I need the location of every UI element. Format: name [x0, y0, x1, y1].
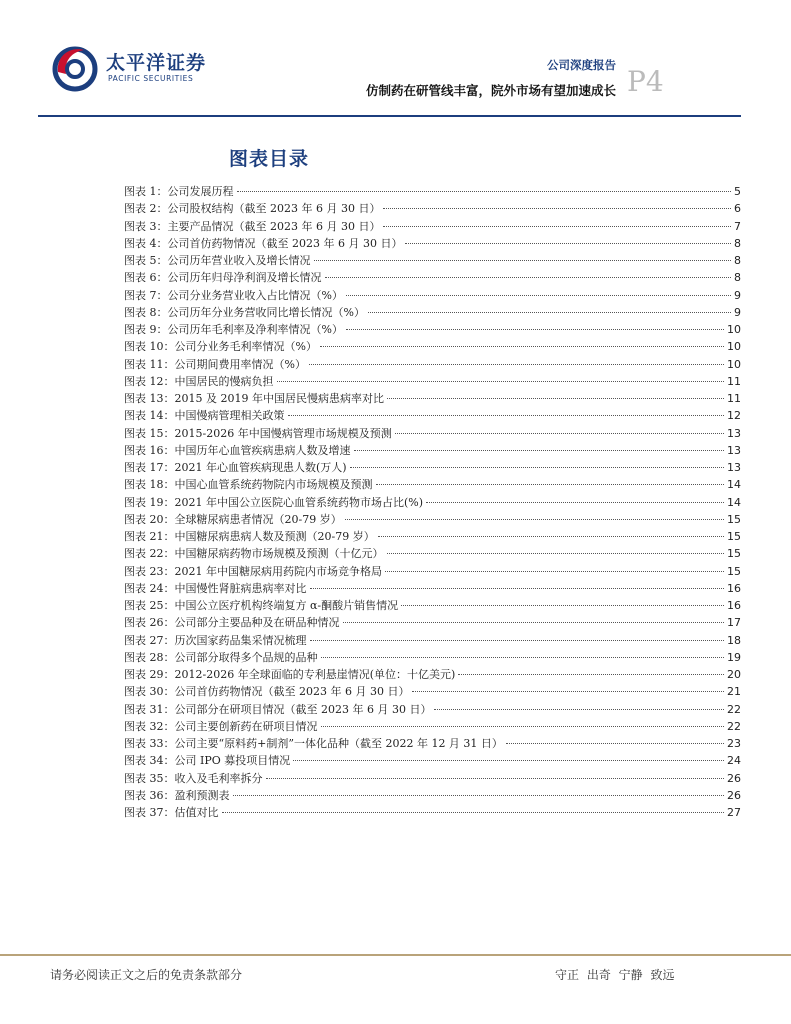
- toc-entry-label: 图表 24：中国慢性肾脏病患病率对比: [124, 581, 307, 595]
- logo-text-cn: 太平洋证券: [106, 52, 207, 74]
- toc-dot-leader: [325, 277, 732, 278]
- toc-entry[interactable]: [124, 632, 741, 649]
- toc-entry[interactable]: [124, 666, 741, 683]
- toc-dot-leader: [310, 640, 725, 641]
- toc-entry-page: 15: [727, 530, 741, 543]
- footer-rule: [0, 954, 791, 956]
- toc-entry-label: 图表 22：中国糖尿病药物市场规模及预测（十亿元）: [124, 547, 384, 561]
- toc-entry[interactable]: [124, 735, 741, 752]
- toc-entry-label: 图表 5：公司历年营业收入及增长情况: [124, 254, 311, 267]
- toc-entry-label: 图表 2：公司股权结构（截至 2023 年 6 月 30 日）: [124, 202, 381, 216]
- toc-entry-page: 23: [727, 737, 741, 750]
- toc-entry-page: 26: [727, 771, 741, 785]
- logo-text-en: PACIFIC SECURITIES: [108, 74, 194, 83]
- toc-entry-page: 5: [734, 185, 741, 198]
- toc-entry-label: 图表 17：2021 年心血管疾病现患人数(万人): [124, 461, 347, 474]
- toc-entry-page: 14: [727, 478, 741, 492]
- toc-entry-label: 图表 8：公司历年分业务营收同比增长情况（%）: [124, 305, 365, 319]
- toc-entry-page: 10: [727, 340, 741, 354]
- toc-entry[interactable]: [124, 528, 741, 545]
- toc-entry-page: 8: [734, 254, 741, 267]
- toc-dot-leader: [237, 191, 732, 192]
- toc-entry-page: 24: [727, 754, 741, 768]
- toc-dot-leader: [320, 346, 724, 347]
- toc-entry[interactable]: [124, 407, 741, 424]
- toc-entry-label: 图表 32：公司主要创新药在研项目情况: [124, 719, 318, 733]
- toc-dot-leader: [345, 519, 724, 520]
- toc-dot-leader: [506, 743, 724, 744]
- toc-entry-page: 7: [734, 219, 741, 233]
- toc-dot-leader: [395, 433, 724, 434]
- header-rule: [38, 115, 741, 117]
- toc-entry-page: 12: [727, 409, 741, 423]
- toc-dot-leader: [383, 226, 731, 227]
- toc-dot-leader: [385, 571, 724, 572]
- toc-entry[interactable]: [124, 425, 741, 442]
- toc-entry-label: 图表 21：中国糖尿病患病人数及预测（20-79 岁）: [124, 530, 375, 543]
- toc-entry[interactable]: [124, 649, 741, 666]
- toc-entry-label: 图表 27：历次国家药品集采情况梳理: [124, 633, 307, 647]
- toc-entry[interactable]: [124, 304, 741, 321]
- toc-entry-page: 18: [727, 633, 741, 647]
- toc-entry[interactable]: [124, 580, 741, 597]
- toc-entry-label: 图表 29：2012-2026 年全球面临的专利悬崖情况(单位：十亿美元): [124, 668, 456, 681]
- toc-entry-label: 图表 28：公司部分取得多个品规的品种: [124, 650, 318, 664]
- report-type: 公司深度报告: [547, 58, 616, 72]
- company-motto: 守正 出奇 宁静 致远: [555, 968, 675, 982]
- toc-entry[interactable]: [124, 511, 741, 528]
- toc-entry-label: 图表 18：中国心血管系统药物院内市场规模及预测: [124, 478, 373, 492]
- toc-entry[interactable]: [124, 200, 741, 217]
- toc-dot-leader: [376, 484, 725, 485]
- toc-entry-page: 15: [727, 512, 741, 526]
- toc-dot-leader: [405, 243, 731, 244]
- toc-entry-page: 10: [727, 357, 741, 371]
- report-title: 仿制药在研管线丰富，院外市场有望加速成长: [365, 83, 616, 98]
- toc-entry-label: 图表 26：公司部分主要品种及在研品种情况: [124, 616, 340, 630]
- toc-entry-label: 图表 11：公司期间费用率情况（%）: [124, 357, 306, 371]
- toc-entry-page: 13: [727, 443, 741, 457]
- toc-entry[interactable]: [124, 701, 741, 718]
- toc-dot-leader: [426, 502, 724, 503]
- toc-entry-label: 图表 13：2015 及 2019 年中国居民慢病患病率对比: [124, 392, 384, 405]
- toc-heading: 图表目录: [229, 148, 310, 170]
- toc-entry-label: 图表 30：公司首仿药物情况（截至 2023 年 6 月 30 日）: [124, 685, 410, 699]
- toc-entry-label: 图表 36：盈利预测表: [124, 788, 230, 802]
- toc-dot-leader: [266, 778, 725, 779]
- toc-dot-leader: [378, 536, 724, 537]
- toc-entry-page: 15: [727, 564, 741, 578]
- toc-dot-leader: [434, 709, 724, 710]
- toc-entry[interactable]: [124, 442, 741, 459]
- toc-entry-label: 图表 3：主要产品情况（截至 2023 年 6 月 30 日）: [124, 219, 381, 233]
- toc-entry-label: 图表 9：公司历年毛利率及净利率情况（%）: [124, 323, 343, 336]
- toc-dot-leader: [346, 295, 731, 296]
- toc-entry[interactable]: [124, 476, 741, 493]
- toc-entry-label: 图表 23：2021 年中国糖尿病用药院内市场竞争格局: [124, 564, 382, 578]
- toc-entry-page: 27: [727, 806, 741, 819]
- toc-entry[interactable]: [124, 804, 741, 821]
- toc-entry-label: 图表 4：公司首仿药物情况（截至 2023 年 6 月 30 日）: [124, 236, 403, 250]
- toc-entry[interactable]: [124, 683, 741, 700]
- toc-entry-label: 图表 6：公司历年归母净利润及增长情况: [124, 271, 322, 285]
- toc-dot-leader: [412, 691, 724, 692]
- toc-dot-leader: [222, 812, 725, 813]
- toc-entry[interactable]: [124, 218, 741, 235]
- toc-entry-label: 图表 37：估值对比: [124, 806, 219, 819]
- toc-entry-label: 图表 16：中国历年心血管疾病患病人数及增速: [124, 443, 351, 457]
- toc-entry[interactable]: [124, 614, 741, 631]
- disclaimer-text: 请务必阅读正文之后的免责条款部分: [50, 968, 243, 982]
- toc-entry[interactable]: [124, 338, 741, 355]
- toc-entry-label: 图表 34：公司 IPO 募投项目情况: [124, 754, 291, 768]
- toc-entry-label: 图表 31：公司部分在研项目情况（截至 2023 年 6 月 30 日）: [124, 702, 432, 716]
- toc-entry-label: 图表 10：公司分业务毛利率情况（%）: [124, 340, 317, 354]
- toc-dot-leader: [354, 450, 725, 451]
- toc-entry[interactable]: [124, 235, 741, 252]
- pacific-securities-logo-icon: [48, 42, 104, 92]
- toc-entry-page: 22: [727, 719, 741, 733]
- toc-entry-page: 13: [727, 426, 741, 440]
- toc-entry-label: 图表 12：中国居民的慢病负担: [124, 374, 274, 388]
- toc-entry-label: 图表 7：公司分业务营业收入占比情况（%）: [124, 288, 343, 302]
- toc-dot-leader: [387, 553, 725, 554]
- toc-dot-leader: [309, 364, 724, 365]
- toc-entry[interactable]: [124, 718, 741, 735]
- toc-entry-label: 图表 1：公司发展历程: [124, 185, 234, 198]
- figure-list: [124, 183, 741, 821]
- toc-entry[interactable]: [124, 787, 741, 804]
- toc-entry-page: 16: [727, 599, 741, 612]
- toc-dot-leader: [401, 605, 724, 606]
- toc-entry-page: 15: [727, 547, 741, 561]
- toc-dot-leader: [346, 329, 724, 330]
- toc-dot-leader: [350, 467, 724, 468]
- page-marker: P4: [627, 65, 664, 98]
- toc-entry-page: 6: [734, 202, 741, 216]
- toc-entry-label: 图表 20：全球糖尿病患者情况（20-79 岁）: [124, 512, 342, 526]
- toc-entry-page: 19: [727, 650, 741, 664]
- toc-entry-page: 20: [727, 668, 741, 681]
- toc-entry[interactable]: [124, 752, 741, 769]
- toc-dot-leader: [288, 415, 725, 416]
- toc-entry[interactable]: [124, 770, 741, 787]
- toc-dot-leader: [368, 312, 731, 313]
- toc-entry-page: 8: [734, 271, 741, 285]
- toc-dot-leader: [383, 208, 731, 209]
- toc-entry-label: 图表 19：2021 年中国公立医院心血管系统药物市场占比(%): [124, 495, 424, 509]
- toc-entry-label: 图表 33：公司主要“原料药+制剂”一体化品种（截至 2022 年 12 月 31 日）: [124, 737, 503, 750]
- toc-entry[interactable]: [124, 252, 741, 269]
- toc-entry[interactable]: [124, 494, 741, 511]
- toc-entry[interactable]: [124, 356, 741, 373]
- toc-entry-page: 22: [727, 702, 741, 716]
- toc-dot-leader: [387, 398, 724, 399]
- toc-entry[interactable]: [124, 563, 741, 580]
- toc-entry-page: 13: [727, 461, 741, 474]
- toc-dot-leader: [310, 588, 725, 589]
- toc-entry-label: 图表 35：收入及毛利率拆分: [124, 771, 263, 785]
- toc-entry-page: 14: [727, 495, 741, 509]
- toc-entry[interactable]: [124, 373, 741, 390]
- toc-dot-leader: [277, 381, 725, 382]
- toc-entry[interactable]: [124, 390, 741, 407]
- toc-entry[interactable]: [124, 287, 741, 304]
- toc-entry-label: 图表 14：中国慢病管理相关政策: [124, 409, 285, 423]
- toc-dot-leader: [458, 674, 724, 675]
- toc-entry-label: 图表 15：2015-2026 年中国慢病管理市场规模及预测: [124, 426, 392, 440]
- toc-entry-page: 11: [727, 392, 741, 405]
- toc-entry-label: 图表 25：中国公立医疗机构终端复方 α-酮酸片销售情况: [124, 599, 399, 612]
- toc-entry-page: 11: [727, 374, 741, 388]
- toc-dot-leader: [343, 622, 725, 623]
- toc-entry-page: 9: [734, 305, 741, 319]
- toc-entry[interactable]: [124, 459, 741, 476]
- toc-dot-leader: [321, 657, 725, 658]
- toc-dot-leader: [321, 726, 725, 727]
- toc-entry-page: 16: [727, 581, 741, 595]
- toc-entry[interactable]: [124, 597, 741, 614]
- toc-entry-page: 26: [727, 788, 741, 802]
- company-logo: [48, 42, 223, 92]
- toc-entry[interactable]: [124, 321, 741, 338]
- toc-dot-leader: [233, 795, 725, 796]
- toc-entry-page: 17: [727, 616, 741, 630]
- toc-entry-page: 8: [734, 236, 741, 250]
- toc-entry[interactable]: [124, 269, 741, 286]
- toc-dot-leader: [314, 260, 732, 261]
- toc-entry-page: 10: [727, 323, 741, 336]
- toc-entry[interactable]: [124, 183, 741, 200]
- toc-dot-leader: [293, 760, 724, 761]
- toc-entry[interactable]: [124, 545, 741, 562]
- toc-entry-page: 21: [727, 685, 741, 699]
- toc-entry-page: 9: [734, 288, 741, 302]
